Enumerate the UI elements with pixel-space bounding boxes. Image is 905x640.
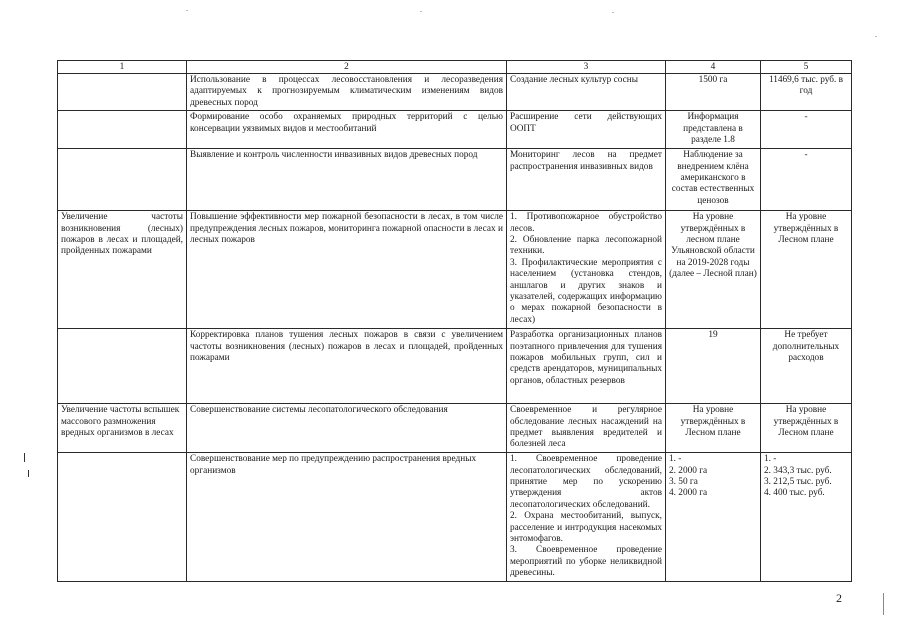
measure-cell: Совершенствование системы лесопатологического обследования (187, 404, 507, 453)
table-row (58, 74, 852, 111)
action-cell (507, 211, 666, 329)
volume-item: 3. 50 га (669, 477, 698, 488)
table-header-row (58, 61, 852, 74)
risk-cell: Увеличение частоты возникновения (лесных) пожаров в лесах и площадей, пройденных пожарами (58, 211, 187, 329)
risk-cell (58, 111, 187, 149)
table-row (58, 111, 852, 149)
cost-cell: - (761, 149, 852, 211)
cost-item: 3. 212,5 тыс. руб. (764, 477, 832, 488)
risk-cell (58, 329, 187, 404)
action-item: 3. Своевременное проведение мероприятий по уборке неликвидной древесины. (510, 545, 662, 579)
action-cell: Своевременное и регулярное обследование лесных насаждений на предмет выявления вредителей и болезней леса (507, 404, 666, 453)
column-number-2: 2 (187, 61, 507, 74)
measure-cell: Использование в процессах лесовосстановления и лесоразведения адаптируемых к прогнозируемым климатическим изменениям видов древесных пород (187, 74, 507, 111)
column-number-1: 1 (58, 61, 187, 74)
volume-cell: На уровне утверждённых в лесном плане Ульяновской области на 2019-2028 годы (далее – Лесной план) (666, 211, 761, 329)
cost-cell: Не требует дополнительных расходов (761, 329, 852, 404)
column-number-5: 5 (761, 61, 852, 74)
volume-item: 1. - (669, 454, 682, 465)
cost-cell: На уровне утверждённых в Лесном плане (761, 404, 852, 453)
action-cell: Расширение сети действующих ООПТ (507, 111, 666, 149)
volume-cell: На уровне утверждённых в Лесном плане (666, 404, 761, 453)
scan-margin-mark (28, 470, 29, 477)
risk-cell (58, 149, 187, 211)
measure-cell: Выявление и контроль численности инвазивных видов древесных пород (187, 149, 507, 211)
cost-item: 1. - (764, 454, 777, 465)
column-number-4: 4 (666, 61, 761, 74)
measure-cell: Совершенствование мер по предупреждению распространения вредных организмов (187, 453, 507, 581)
volume-cell: Наблюдение за внедрением клёна американского в состав естественных ценозов (666, 149, 761, 211)
volume-cell: 19 (666, 329, 761, 404)
risk-cell: Увеличение частоты вспышек массового размножения вредных организмов в лесах (58, 404, 187, 453)
volume-item: 2. 2000 га (669, 465, 708, 476)
scan-margin-mark (24, 453, 25, 462)
action-item: 2. Обновление парка лесопожарной техники. (510, 235, 662, 257)
action-cell (507, 453, 666, 581)
action-cell: Создание лесных культур сосны (507, 74, 666, 111)
measure-cell: Формирование особо охраняемых природных территорий с целью консервации уязвимых видов и местообитаний (187, 111, 507, 149)
scan-speck (612, 12, 614, 13)
action-cell: Мониторинг лесов на предмет распространения инвазивных видов (507, 149, 666, 211)
table-row (58, 149, 852, 211)
action-item: 1. Своевременное проведение лесопатологических обследований, принятие мер по ускорению утверждения актов лесопатологических обследований. (510, 454, 662, 510)
cost-cell: На уровне утверждённых в Лесном плане (761, 211, 852, 329)
cost-item: 4. 400 тыс. руб. (764, 488, 825, 499)
volume-cell (666, 453, 761, 581)
volume-item: 4. 2000 га (669, 488, 708, 499)
table-row (58, 211, 852, 329)
cost-item: 2. 343,3 тыс. руб. (764, 465, 832, 476)
volume-cell: 1500 га (666, 74, 761, 111)
cost-cell: - (761, 111, 852, 149)
measure-cell: Корректировка планов тушения лесных пожаров в связи с увеличением частоты возникновения (лесных) пожаров в лесах и площадей, пройденных пожарами (187, 329, 507, 404)
scan-margin-mark (883, 593, 884, 615)
scan-speck (186, 10, 188, 11)
measures-table (57, 60, 852, 582)
risk-cell (58, 453, 187, 581)
risk-cell (58, 74, 187, 111)
page-number: 2 (836, 591, 842, 605)
action-item: 1. Противопожарное обустройство лесов. (510, 212, 662, 234)
measure-cell: Повышение эффективности мер пожарной безопасности в лесах, в том числе предупреждения лесных пожаров, мониторинга пожарной опасности в лесах и лесных пожаров (187, 211, 507, 329)
column-number-3: 3 (507, 61, 666, 74)
table-row (58, 404, 852, 453)
scan-speck (875, 36, 877, 37)
action-item: 2. Охрана местообитаний, выпуск, расселение и интродукция насекомых энтомофагов. (510, 511, 662, 545)
action-item: 3. Профилактические мероприятия с населением (установка стендов, аншлагов и других знаков и указателей, содержащих информацию о мерах пожарной безопасности в лесах) (510, 257, 662, 325)
table-row (58, 453, 852, 581)
table-row (58, 329, 852, 404)
cost-cell (761, 453, 852, 581)
cost-cell: 11469,6 тыс. руб. в год (761, 74, 852, 111)
scan-speck (420, 11, 422, 12)
volume-cell: Информация представлена в разделе 1.8 (666, 111, 761, 149)
action-cell: Разработка организационных планов поэтапного привлечения для тушения пожаров мобильных групп, сил и средств арендаторов, муниципальных органов, областных резервов (507, 329, 666, 404)
